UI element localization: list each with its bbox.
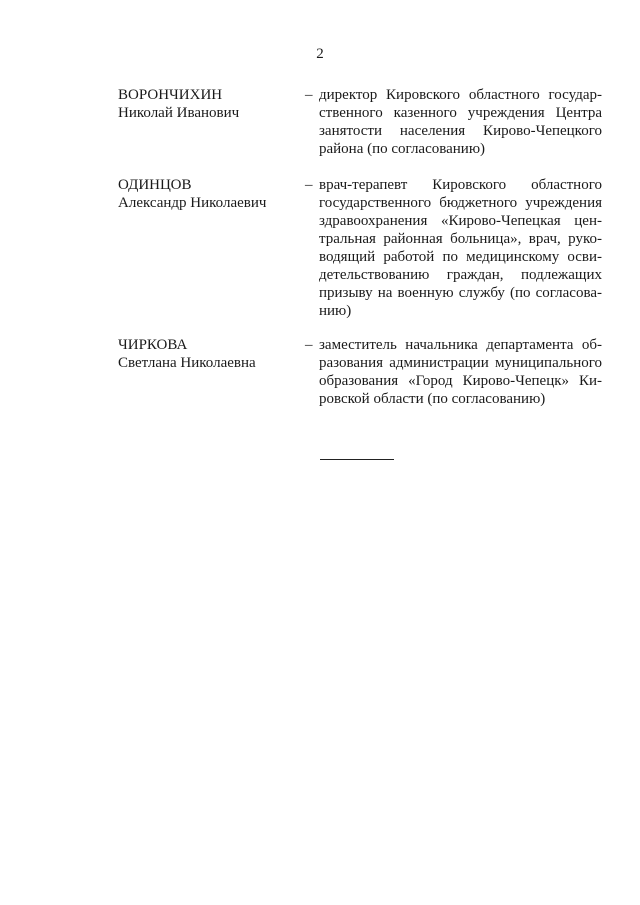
member-surname: ВОРОНЧИХИН — [118, 87, 223, 103]
role-line: здравоохранения «Кирово-Чепецкая цен- — [319, 213, 602, 229]
entry-dash: – — [305, 87, 313, 103]
role-line: занятости населения Кирово-Чепецкого — [319, 123, 602, 139]
member-surname: ОДИНЦОВ — [118, 177, 192, 193]
member-surname: ЧИРКОВА — [118, 337, 188, 353]
role-line: водящий работой по медицинскому осви- — [319, 249, 602, 265]
member-name — [118, 176, 298, 212]
member-given-name: Александр Николаевич — [118, 195, 267, 211]
role-line: врач-терапевт Кировского областного — [319, 177, 602, 193]
member-name — [118, 336, 298, 372]
member-role — [319, 336, 602, 408]
role-line: образования «Город Кирово-Чепецк» Ки- — [319, 373, 602, 389]
entry-dash: – — [305, 177, 313, 193]
role-line: ственного казенного учреждения Центра — [319, 105, 602, 121]
page-number: 2 — [316, 46, 324, 62]
member-name — [118, 86, 298, 122]
role-line: заместитель начальника департамента об- — [319, 337, 602, 353]
role-line: нию) — [319, 303, 352, 319]
role-line: детельствованию граждан, подлежащих — [319, 267, 602, 283]
member-role — [319, 86, 602, 158]
role-line: района (по согласованию) — [319, 141, 486, 157]
member-role — [319, 176, 602, 320]
entry-dash: – — [305, 337, 313, 353]
closing-rule — [320, 459, 394, 460]
role-line: директор Кировского областного государ- — [319, 87, 602, 103]
role-line: государственного бюджетного учреждения — [319, 195, 602, 211]
role-line: ровской области (по согласованию) — [319, 391, 546, 407]
member-given-name: Светлана Николаевна — [118, 355, 256, 371]
member-given-name: Николай Иванович — [118, 105, 240, 121]
role-line: призыву на военную службу (по согласова- — [319, 285, 602, 301]
role-line: разования администрации муниципального — [319, 355, 602, 371]
role-line: тральная районная больница», врач, руко- — [319, 231, 602, 247]
